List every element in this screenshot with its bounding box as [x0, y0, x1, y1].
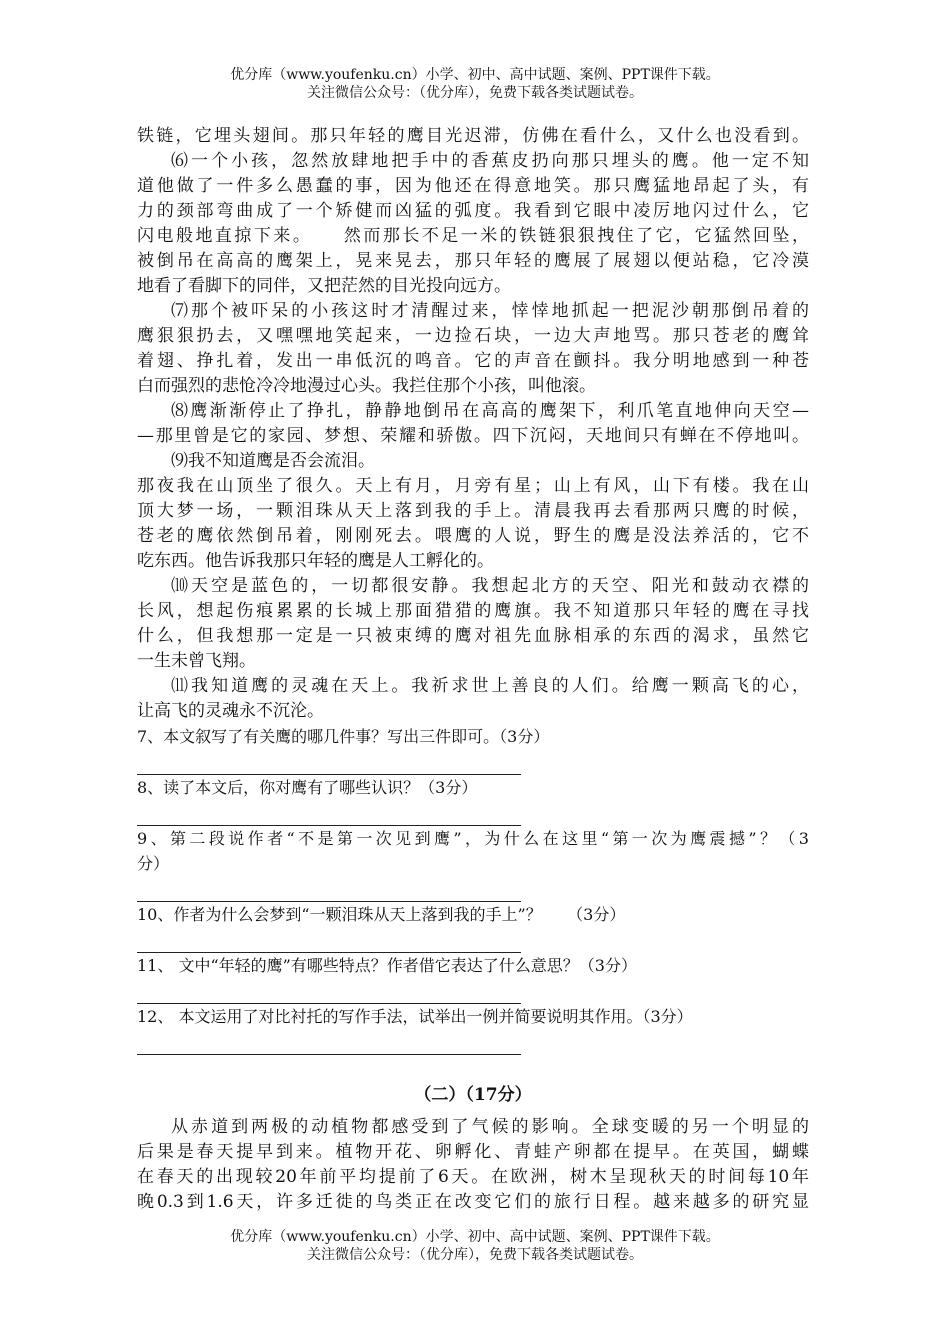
passage-line: 让高飞的灵魂永不沉沦。 — [137, 701, 324, 721]
passage-line: 苍老的鹰依然倒吊着，刚刚死去。喂鹰的人说，野生的鹰是没法养活的，它不 — [137, 526, 809, 546]
answer-line-10[interactable] — [137, 927, 521, 953]
section-2-title: （二）（17分） — [414, 1085, 532, 1105]
footer-line-1: 优分库（www.youfenku.cn）小学、初中、高中试题、案例、PPT课件下载。 — [230, 1229, 720, 1245]
answer-line-7[interactable] — [137, 749, 521, 775]
passage-line: 被倒吊在高高的鹰架上，晃来晃去，那只年轻的鹰展了展翅以便站稳，它冷漠 — [137, 251, 809, 271]
question-8: 8、读了本文后，你对鹰有了哪些认识？（3分） — [137, 778, 478, 797]
passage-line: ⑼我不知道鹰是否会流泪。 — [171, 451, 375, 471]
passage-line: 白而强烈的悲怆冷冷地漫过心头。我拦住那个小孩，叫他滚。 — [137, 376, 596, 396]
header-line-1: 优分库（www.youfenku.cn）小学、初中、高中试题、案例、PPT课件下载。 — [230, 67, 720, 83]
section-2-line: 后果是春天提早到来。植物开花、卵孵化、青蛙产卵都在提早。在英国，蝴蝶 — [137, 1142, 809, 1162]
page-footer — [0, 1228, 950, 1264]
document-body — [137, 124, 809, 1215]
section-2-line: 晚0.3到1.6天，许多迁徙的鸟类正在改变它们的旅行日程。越来越多的研究显 — [137, 1192, 809, 1212]
passage-line: 力的颈部弯曲成了一个矫健而凶猛的弧度。我看到它眼中凌厉地闪过什么，它 — [137, 201, 809, 221]
page-header — [0, 66, 950, 102]
question-11: 11、 文中“年轻的鹰”有哪些特点？作者借它表达了什么意思？（3分） — [137, 956, 637, 975]
passage-line: 地看了看脚下的同伴，又把茫然的目光投向远方。 — [137, 276, 511, 296]
passage-line: 鹰狠狠扔去，又嘿嘿地笑起来，一边捡石块，一边大声地骂。那只苍老的鹰耸 — [137, 326, 809, 346]
passage-line: 道他做了一件多么愚蠢的事，因为他还在得意地笑。那只鹰猛地昂起了头，有 — [137, 176, 809, 196]
passage-line: 那夜我在山顶坐了很久。天上有月，月旁有星；山上有风，山下有楼。我在山 — [137, 476, 809, 496]
passage-line: 长风，想起伤痕累累的长城上那面猎猎的鹰旗。我不知道那只年轻的鹰在寻找 — [137, 601, 809, 621]
question-12: 12、 本文运用了对比衬托的写作手法，试举出一例并简要说明其作用。（3分） — [137, 1007, 693, 1026]
passage-line: ⑾我知道鹰的灵魂在天上。我祈求世上善良的人们。给鹰一颗高飞的心， — [171, 676, 809, 696]
question-10: 10、作者为什么会梦到“一颗泪珠从天上落到我的手上”？ （3分） — [137, 905, 626, 924]
question-9-continued: 分） — [137, 854, 170, 873]
question-7: 7、本文叙写了有关鹰的哪几件事？写出三件即可。（3分） — [137, 727, 550, 746]
answer-line-8[interactable] — [137, 800, 521, 826]
passage-line: 顶大梦一场，一颗泪珠从天上落到我的手上。清晨我再去看那两只鹰的时候， — [137, 501, 809, 521]
passage-line: 一生未曾飞翔。 — [137, 651, 256, 671]
passage-line: ⑺那个被吓呆的小孩这时才清醒过来，悻悻地抓起一把泥沙朝那倒吊着的 — [171, 301, 809, 321]
passage-line: 吃东西。他告诉我那只年轻的鹰是人工孵化的。 — [137, 551, 494, 571]
answer-line-12[interactable] — [137, 1029, 521, 1055]
passage-line: 闪电般地直掠下来。 然而那长不足一米的铁链狠狠拽住了它，它猛然回坠， — [137, 226, 809, 246]
section-2-line: 从赤道到两极的动植物都感受到了气候的影响。全球变暖的另一个明显的 — [171, 1117, 809, 1137]
passage-line: ⑻鹰渐渐停止了挣扎，静静地倒吊在高高的鹰架下，利爪笔直地伸向天空— — [171, 401, 809, 421]
passage-line: ⑽天空是蓝色的，一切都很安静。我想起北方的天空、阳光和鼓动衣襟的 — [171, 576, 809, 596]
passage-line: 什么，但我想那一定是一只被束缚的鹰对祖先血脉相承的东西的渴求，虽然它 — [137, 626, 809, 646]
passage-line: ⑹一个小孩，忽然放肆地把手中的香蕉皮扔向那只埋头的鹰。他一定不知 — [171, 151, 809, 171]
question-9: 9、第二段说作者“不是第一次见到鹰”，为什么在这里“第一次为鹰震撼”？（3 — [137, 829, 809, 848]
header-line-2: 关注微信公众号：（优分库），免费下载各类试题试卷。 — [307, 85, 643, 101]
section-2-line: 在春天的出现较20年前平均提前了6天。在欧洲，树木呈现秋天的时间每10年 — [137, 1167, 809, 1187]
footer-line-2: 关注微信公众号：（优分库），免费下载各类试题试卷。 — [307, 1247, 643, 1263]
answer-line-9[interactable] — [137, 876, 521, 902]
passage-line: 着翅、挣扎着，发出一串低沉的鸣音。它的声音在颤抖。我分明地感到一种苍 — [137, 351, 809, 371]
passage-line: —那里曾是它的家园、梦想、荣耀和骄傲。四下沉闷，天地间只有蝉在不停地叫。 — [137, 426, 809, 446]
passage-line: 铁链，它埋头翅间。那只年轻的鹰目光迟滞，仿佛在看什么，又什么也没看到。 — [137, 126, 809, 146]
answer-line-11[interactable] — [137, 978, 521, 1004]
